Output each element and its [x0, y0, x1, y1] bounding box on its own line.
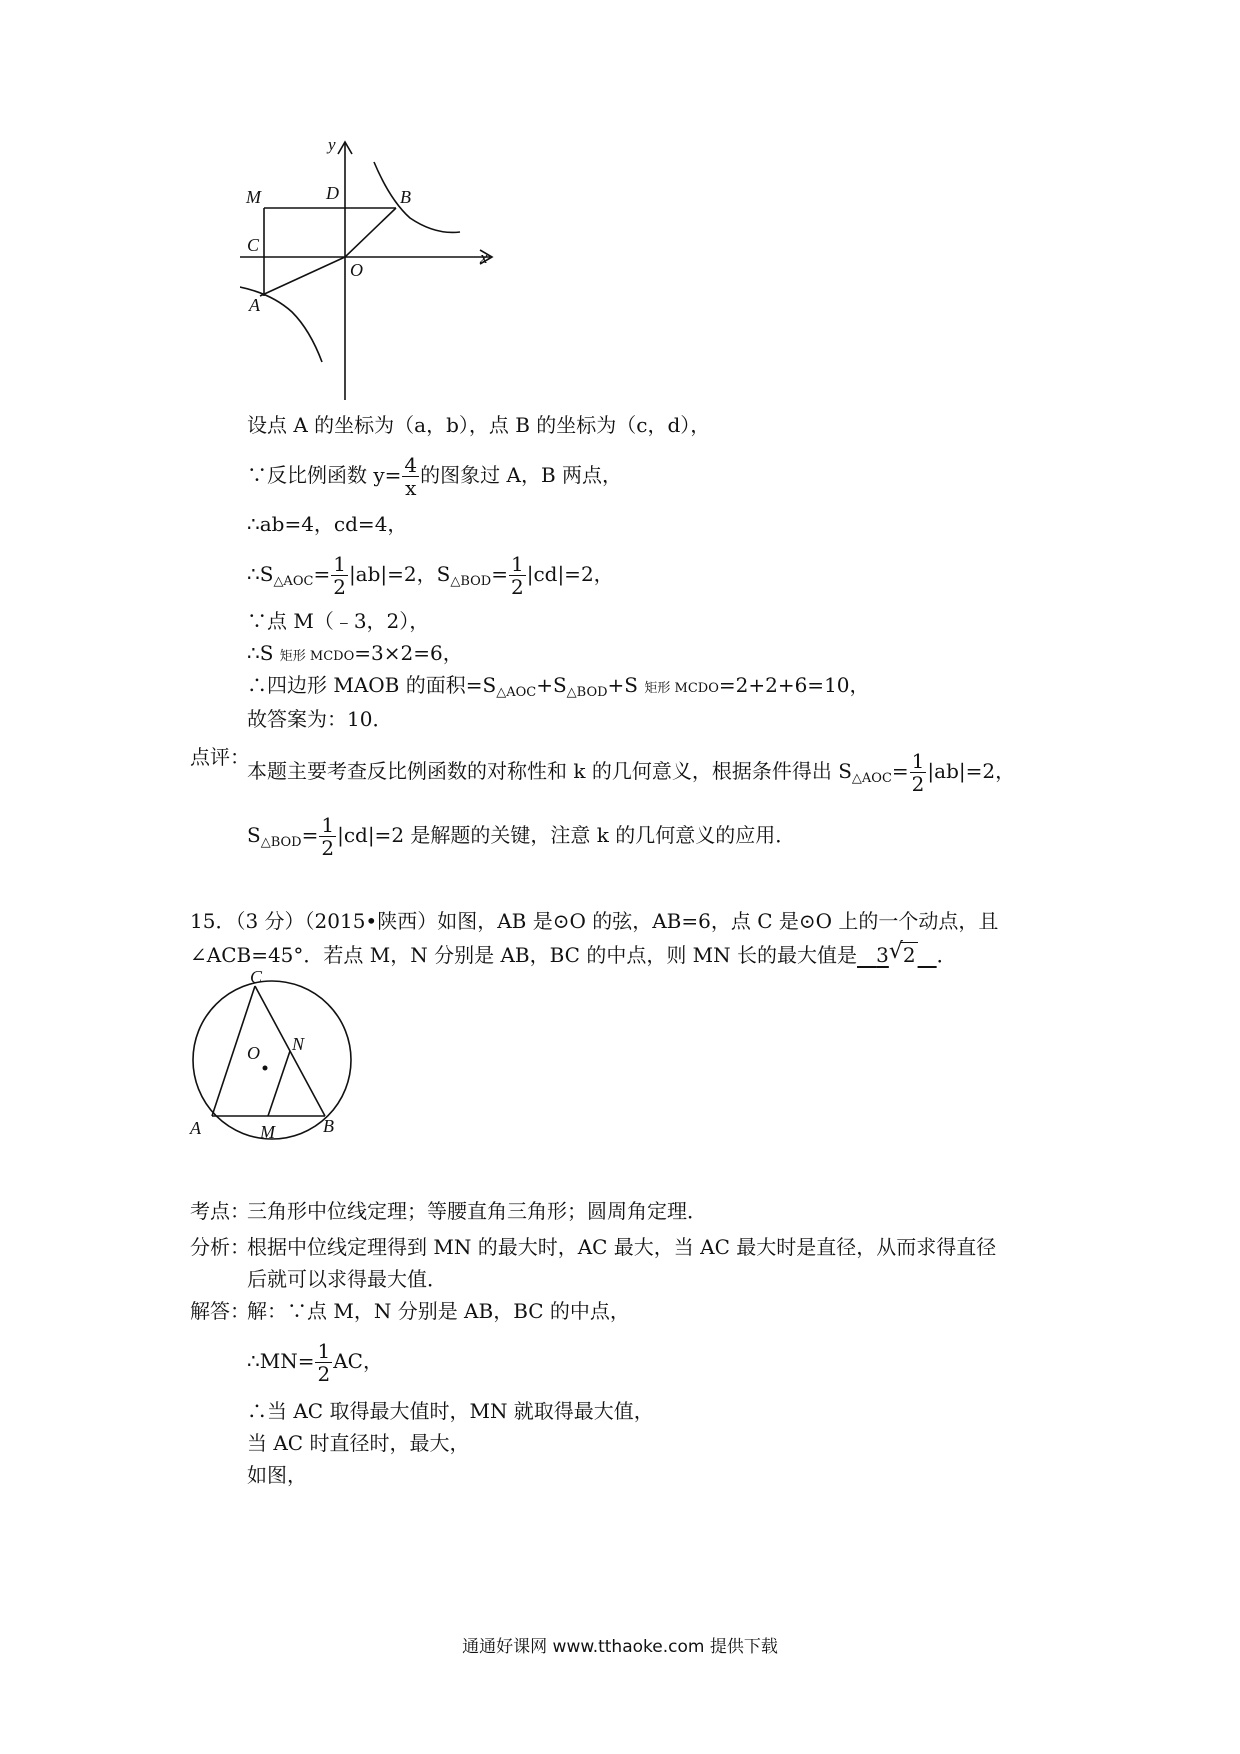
- fraction-half: [319, 814, 336, 859]
- fraction-half: [315, 1340, 332, 1385]
- review-line-1: [247, 750, 1015, 795]
- solution-line-2-post: 的图象过 A，B 两点，: [420, 463, 623, 487]
- figure-2-diagram: [180, 970, 360, 1150]
- label-o: O: [247, 1043, 260, 1063]
- label-m: M: [246, 187, 261, 207]
- fenxi-text-2: 后就可以求得最大值．: [247, 1267, 447, 1291]
- fraction-4-over-x: [402, 454, 419, 499]
- label-o: O: [350, 260, 363, 280]
- fraction-denominator: 2: [510, 575, 524, 599]
- label-b: B: [400, 187, 411, 207]
- fraction-numerator: 1: [911, 749, 925, 773]
- fraction-denominator: 2: [317, 1362, 331, 1386]
- fraction-half-2: [509, 553, 526, 598]
- review-post: |ab|=2，: [927, 759, 1016, 783]
- fraction-numerator: 1: [321, 813, 335, 837]
- fraction-denominator: 2: [321, 836, 335, 860]
- eq-sign: =: [491, 562, 508, 586]
- answer-blank: [857, 939, 937, 967]
- label-x: x: [480, 248, 488, 267]
- jieda-text-2: [247, 1340, 383, 1385]
- fraction-denominator: 2: [333, 575, 346, 599]
- kaodian-text: 三角形中位线定理；等腰直角三角形；圆周角定理．: [247, 1199, 707, 1223]
- s-pre: ∴S: [247, 641, 280, 665]
- segment-mn: [268, 1051, 290, 1116]
- subscript-aoc: △AOC: [851, 771, 892, 786]
- review-pre: S: [247, 823, 261, 847]
- mid-text: |ab|=2，S: [348, 562, 451, 586]
- mn-eq: ∴MN=: [247, 1349, 315, 1373]
- subscript-bod: △BOD: [260, 835, 302, 850]
- solution-line-1: 设点 A 的坐标为（a，b），点 B 的坐标为（c，d），: [247, 413, 711, 437]
- problem-15-line-2: [190, 939, 957, 968]
- subscript-aoc: △AOC: [273, 574, 314, 589]
- fraction-numerator: 4: [404, 453, 418, 477]
- subscript-bod: △BOD: [566, 685, 608, 700]
- subscript-bod: △BOD: [450, 574, 492, 589]
- jieda-text-4: 当 AC 时直径时，最大，: [247, 1431, 470, 1455]
- segment-ob: [345, 208, 396, 257]
- fraction-numerator: 1: [317, 1339, 331, 1363]
- label-n: N: [292, 1034, 305, 1054]
- problem-15-line-2-post: ．: [936, 943, 957, 967]
- label-m: M: [260, 1122, 275, 1142]
- hyperbola-branch-first-quadrant: [374, 162, 460, 232]
- review-line-2: [247, 814, 795, 859]
- solution-line-8: 故答案为：10．: [247, 707, 393, 731]
- eq-sign: =: [313, 562, 331, 586]
- fraction-denominator: 2: [911, 772, 925, 796]
- label-c: C: [250, 970, 263, 987]
- plus-s: +S: [536, 673, 567, 697]
- plus-s: +S: [607, 673, 645, 697]
- ac-text: AC，: [333, 1349, 383, 1373]
- problem-15-line-1: 15．（3 分）（2015•陕西）如图，AB 是⊙O 的弦，AB=6，点 C 是⊙O 上的一个动点，且: [190, 909, 999, 933]
- center-point: [263, 1066, 268, 1071]
- fenxi-text-1: 根据中位线定理得到 MN 的最大时，AC 最大，当 AC 最大时是直径，从而求得直径: [247, 1235, 997, 1259]
- subscript-rect: 矩形 MCDO: [644, 681, 719, 696]
- post-text: =2+2+6=10，: [718, 673, 870, 697]
- solution-line-5: ∵点 M（﹣3，2），: [247, 609, 430, 633]
- segment-oa: [260, 257, 345, 296]
- solution-line-4: [247, 553, 614, 598]
- jieda-label: 解答：: [190, 1299, 250, 1323]
- label-d: D: [326, 183, 339, 203]
- fraction-numerator: 1: [333, 552, 346, 576]
- figure-1-diagram: [240, 130, 560, 410]
- solution-line-7: [247, 672, 870, 706]
- label-y: y: [328, 135, 336, 154]
- jieda-text-3: ∴当 AC 取得最大值时，MN 就取得最大值，: [247, 1399, 654, 1423]
- label-c: C: [247, 235, 260, 255]
- answer-radicand: 2: [902, 943, 916, 967]
- label-a: A: [249, 295, 260, 315]
- answer-sqrt: [888, 939, 918, 968]
- pre-text: ∴四边形 MAOB 的面积=S: [247, 673, 497, 697]
- jieda-text-5: 如图，: [247, 1463, 307, 1487]
- solution-line-2: [247, 454, 622, 499]
- post-text: |cd|=2，: [526, 562, 614, 586]
- eq-sign: =: [891, 759, 909, 783]
- fraction-numerator: 1: [510, 552, 524, 576]
- label-b: B: [323, 1116, 334, 1136]
- fenxi-label: 分析：: [190, 1235, 250, 1259]
- solution-line-3: ∴ab=4，cd=4，: [247, 512, 408, 536]
- answer-coefficient: 3: [876, 943, 889, 967]
- review-pre: 本题主要考查反比例函数的对称性和 k 的几何意义，根据条件得出 S: [247, 759, 852, 783]
- label-a: A: [190, 1118, 201, 1138]
- fraction-denominator: x: [405, 476, 417, 500]
- kaodian-label: 考点：: [190, 1199, 250, 1223]
- jieda-text-1: 解：∵点 M，N 分别是 AB，BC 的中点，: [247, 1299, 630, 1323]
- solution-line-6: [247, 640, 463, 670]
- solution-line-2-pre: ∵反比例函数 y=: [247, 463, 402, 487]
- fraction-half-1: [331, 553, 348, 598]
- post-text: =3×2=6，: [354, 641, 463, 665]
- subscript-rect: 矩形 MCDO: [279, 649, 355, 664]
- review-post: |cd|=2 是解题的关键，注意 k 的几何意义的应用．: [337, 823, 796, 847]
- radical-icon: √: [888, 939, 903, 964]
- subscript-aoc: △AOC: [496, 685, 537, 700]
- footer-text: 通通好课网 www.tthaoke.com 提供下载: [462, 1637, 778, 1657]
- s-pre: ∴S: [247, 562, 274, 586]
- eq-sign: =: [301, 823, 319, 847]
- review-label: 点评：: [190, 745, 250, 769]
- problem-15-line-2-pre: ∠ACB=45°．若点 M，N 分别是 AB，BC 的中点，则 MN 长的最大值是: [190, 943, 858, 967]
- fraction-half: [910, 750, 927, 795]
